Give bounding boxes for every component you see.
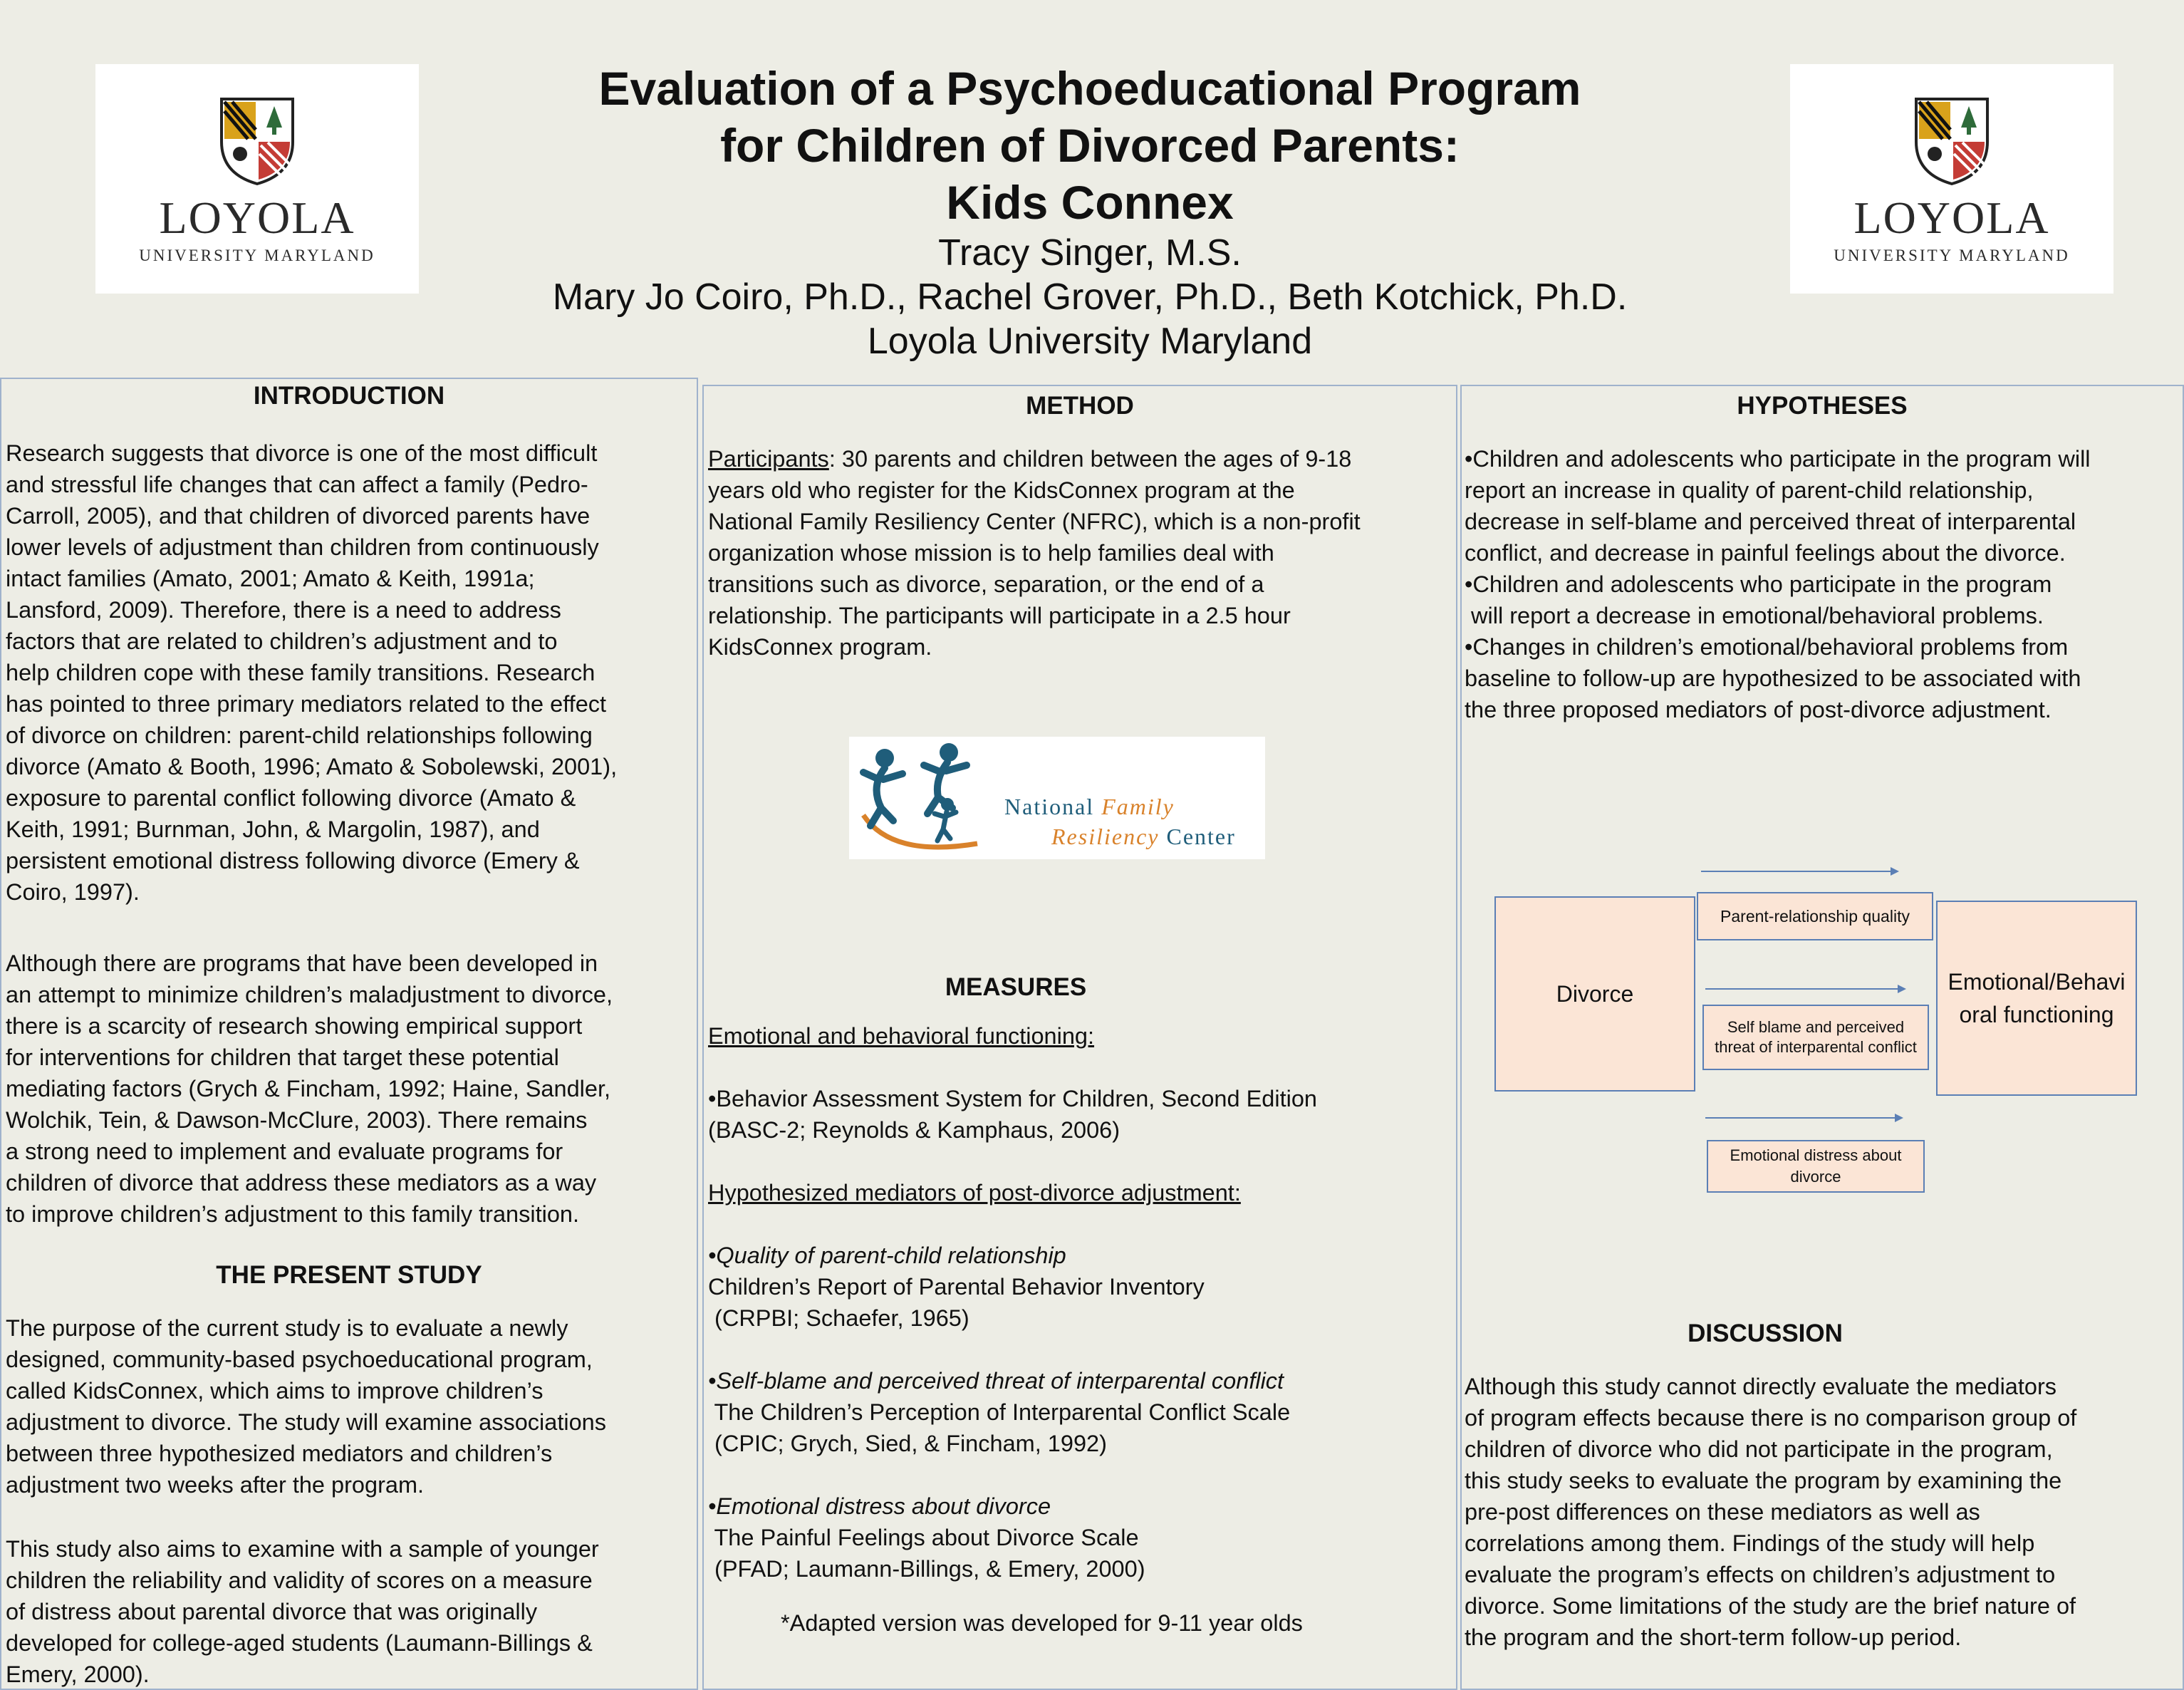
logo-name: LOYOLA (159, 192, 355, 243)
text-line: children of divorce that address these mediators as a way (6, 1170, 597, 1196)
text-line: of divorce on children: parent-child relationships following (6, 722, 593, 748)
adapted-version-note: *Adapted version was developed for 9-11 year olds (781, 1610, 1303, 1636)
text-line: •Changes in children’s emotional/behavioral problems from (1465, 634, 2069, 660)
text-line: intact families (Amato, 2001; Amato & Keith, 1991a; (6, 566, 535, 591)
introduction-heading: INTRODUCTION (253, 382, 445, 410)
discussion-paragraph (1465, 1371, 2181, 1653)
text-line: Coiro, 1997). (6, 879, 140, 905)
text-line: between three hypothesized mediators and children’s (6, 1441, 553, 1466)
text-line: will report a decrease in emotional/behavioral problems. (1465, 603, 2044, 628)
poster-title-line-1: Evaluation of a Psychoeducational Program (598, 62, 1581, 115)
text-line: Emery, 2000). (6, 1662, 150, 1687)
text-line (708, 443, 1453, 475)
text-line: organization whose mission is to help families deal with (708, 540, 1274, 566)
text-line: called KidsConnex, which aims to improve children’s (6, 1378, 544, 1404)
nfrc-word-center: Center (1166, 824, 1236, 849)
co-authors: Mary Jo Coiro, Ph.D., Rachel Grover, Ph.D., Beth Kotchick, Ph.D. (552, 276, 1628, 318)
text-line: help children cope with these family transitions. Research (6, 660, 596, 685)
text-line: •Children and adolescents who participate in the program (1465, 571, 2052, 597)
nfrc-logo-text-line-1 (1004, 794, 1175, 820)
text-line: designed, community-based psychoeducational program, (6, 1347, 593, 1372)
text-line: •Children and adolescents who participate in the program will (1465, 446, 2091, 472)
text-line: persistent emotional distress following divorce (Emery & (6, 848, 580, 873)
present-study-paragraph-1 (6, 1312, 695, 1500)
emotional-behavioral-functioning-box: Emotional/Behavioral functioning (1936, 901, 2137, 1096)
nfrc-logo-text-line-2 (1051, 824, 1236, 850)
text-line: Carroll, 2005), and that children of divorced parents have (6, 503, 591, 529)
text-line: National Family Resiliency Center (NFRC), which is a non-profit (708, 509, 1361, 534)
text-line: children the reliability and validity of scores on a measure (6, 1567, 593, 1593)
hypotheses-list (1465, 443, 2181, 725)
text-line: years old who register for the KidsConnex program at the (708, 477, 1295, 503)
measures-content (708, 1020, 1453, 1585)
introduction-paragraph-2 (6, 948, 695, 1230)
loyola-logo-left (95, 64, 419, 294)
hypotheses-heading: HYPOTHESES (1737, 392, 1908, 420)
text-line: has pointed to three primary mediators related to the effect (6, 691, 607, 717)
text-line: (BASC-2; Reynolds & Kamphaus, 2006) (708, 1117, 1120, 1143)
text-line: divorce (Amato & Booth, 1996; Amato & Sobolewski, 2001), (6, 754, 618, 779)
text-line: The purpose of the current study is to evaluate a newly (6, 1315, 568, 1341)
mediator-2-title: •Self-blame and perceived threat of interparental conflict (708, 1368, 1284, 1394)
text-line: developed for college-aged students (Laumann-Billings & (6, 1630, 593, 1656)
text-line: decrease in self-blame and perceived threat of interparental (1465, 509, 2076, 534)
text-line: Keith, 1991; Burnman, John, & Margolin, 1987), and (6, 817, 540, 842)
text-line: evaluate the program’s effects on children’s adjustment to (1465, 1562, 2056, 1587)
text-line: The Children’s Perception of Interparental Conflict Scale (708, 1399, 1291, 1425)
text-line: relationship. The participants will participate in a 2.5 hour (708, 603, 1291, 628)
nfrc-word-national: National (1004, 794, 1102, 819)
logo-subtitle: UNIVERSITY MARYLAND (139, 247, 375, 264)
text-line: pre-post differences on these mediators as well as (1465, 1499, 1980, 1525)
poster-title-line-2: for Children of Divorced Parents: (720, 119, 1460, 172)
mediator-3-title: •Emotional distress about divorce (708, 1493, 1051, 1519)
arrow-to-mediator-1 (1701, 871, 1898, 872)
nfrc-word-resiliency: Resiliency (1051, 824, 1167, 849)
present-study-paragraph-2 (6, 1533, 695, 1690)
text-line: •Behavior Assessment System for Children, Second Edition (708, 1086, 1317, 1111)
emotional-functioning-heading: Emotional and behavioral functioning: (708, 1023, 1095, 1049)
text-line: this study seeks to evaluate the program by examining the (1465, 1468, 2062, 1493)
text-line: to improve children’s adjustment to this family transition. (6, 1201, 580, 1227)
introduction-paragraph-1 (6, 437, 695, 908)
text-line: an attempt to minimize children’s maladjustment to divorce, (6, 982, 613, 1007)
text-line: (CPIC; Grych, Sied, & Fincham, 1992) (708, 1431, 1107, 1456)
nfrc-word-family: Family (1101, 794, 1175, 819)
mediator-1-title: •Quality of parent-child relationship (708, 1243, 1066, 1268)
text-line: of program effects because there is no comparison group of (1465, 1405, 2077, 1431)
text-line: and stressful life changes that can affect a family (Pedro- (6, 472, 588, 497)
text-line: adjustment two weeks after the program. (6, 1472, 425, 1498)
participants-first-line: : 30 parents and children between the ages of 9-18 (828, 446, 1352, 472)
arrow-to-mediator-3 (1705, 1117, 1902, 1119)
text-line: report an increase in quality of parent-child relationship, (1465, 477, 2034, 503)
text-line: KidsConnex program. (708, 634, 932, 660)
text-line: children of divorce who did not participate in the program, (1465, 1436, 2053, 1462)
participants-paragraph (708, 443, 1453, 663)
text-line: correlations among them. Findings of the study will help (1465, 1530, 2035, 1556)
text-line: mediating factors (Grych & Fincham, 1992; Haine, Sandler, (6, 1076, 611, 1101)
text-line: Although this study cannot directly evaluate the mediators (1465, 1374, 2057, 1399)
parent-relationship-quality-box: Parent-relationship quality (1697, 892, 1933, 940)
text-line: there is a scarcity of research showing empirical support (6, 1013, 583, 1039)
poster-title-line-3: Kids Connex (946, 176, 1234, 229)
text-line: exposure to parental conflict following divorce (Amato & (6, 785, 576, 811)
text-line: transitions such as divorce, separation, or the end of a (708, 571, 1264, 597)
text-line: baseline to follow-up are hypothesized to be associated with (1465, 665, 2081, 691)
shield-crest-icon (218, 95, 296, 187)
primary-author: Tracy Singer, M.S. (938, 232, 1242, 274)
present-study-heading: THE PRESENT STUDY (216, 1261, 482, 1289)
text-line: conflict, and decrease in painful feelings about the divorce. (1465, 540, 2066, 566)
text-line: a strong need to implement and evaluate programs for (6, 1139, 563, 1164)
poster-title-block (427, 60, 1752, 363)
text-line: for interventions for children that target these potential (6, 1044, 559, 1070)
text-line: Although there are programs that have been developed in (6, 950, 598, 976)
arrow-to-mediator-2 (1705, 988, 1905, 990)
text-line: the program and the short-term follow-up period. (1465, 1624, 1962, 1650)
text-line: Research suggests that divorce is one of the most difficult (6, 440, 598, 466)
mediators-heading: Hypothesized mediators of post-divorce adjustment: (708, 1180, 1241, 1206)
text-line: divorce. Some limitations of the study are the brief nature of (1465, 1593, 2076, 1619)
text-line: Children’s Report of Parental Behavior Inventory (708, 1274, 1205, 1300)
text-line: (CRPBI; Schaefer, 1965) (708, 1305, 969, 1331)
divorce-box: Divorce (1494, 896, 1695, 1092)
method-heading: METHOD (1026, 392, 1134, 420)
text-line: of distress about parental divorce that was originally (6, 1599, 538, 1624)
text-line: factors that are related to children’s adjustment and to (6, 628, 558, 654)
measures-heading: MEASURES (945, 973, 1087, 1001)
shield-crest-icon (1913, 95, 1991, 187)
family-figures-icon (849, 737, 992, 859)
participants-label: Participants (708, 446, 829, 472)
emotional-distress-box: Emotional distress about divorce (1707, 1140, 1925, 1193)
nfrc-logo (849, 737, 1265, 859)
text-line: Lansford, 2009). Therefore, there is a need to address (6, 597, 561, 623)
text-line: lower levels of adjustment than children from continuously (6, 534, 599, 560)
text-line: The Painful Feelings about Divorce Scale (708, 1525, 1139, 1550)
text-line: This study also aims to examine with a sample of younger (6, 1536, 599, 1562)
affiliation: Loyola University Maryland (867, 321, 1313, 362)
text-line: adjustment to divorce. The study will examine associations (6, 1409, 607, 1435)
logo-name: LOYOLA (1853, 192, 2050, 243)
text-line: Wolchik, Tein, & Dawson-McClure, 2003). There remains (6, 1107, 588, 1133)
text-line: the three proposed mediators of post-divorce adjustment. (1465, 697, 2052, 722)
self-blame-box: Self blame and perceived threat of interparental conflict (1702, 1005, 1929, 1070)
discussion-heading: DISCUSSION (1688, 1320, 1843, 1347)
logo-subtitle: UNIVERSITY MARYLAND (1834, 247, 2070, 264)
text-line: (PFAD; Laumann-Billings, & Emery, 2000) (708, 1556, 1145, 1582)
loyola-logo-right (1790, 64, 2113, 294)
